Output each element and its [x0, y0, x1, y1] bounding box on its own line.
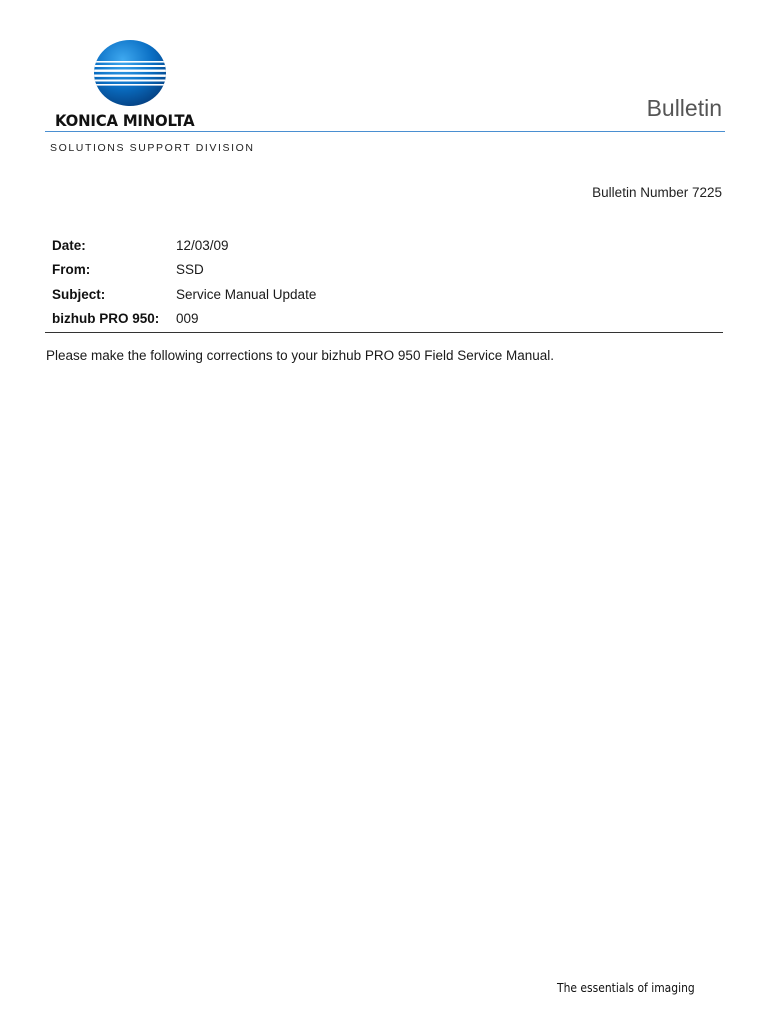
meta-value: 009: [176, 311, 199, 327]
meta-label: Date:: [52, 237, 86, 253]
intro-paragraph: Please make the following corrections to your bizhub PRO 950 Field Service Manual.: [46, 348, 555, 363]
meta-value: Service Manual Update: [176, 286, 317, 302]
meta-value: 12/03/09: [176, 237, 229, 253]
division-name: SOLUTIONS SUPPORT DIVISION: [50, 142, 255, 154]
body-divider: [45, 332, 723, 333]
bulletin-number: Bulletin Number 7225: [592, 185, 722, 200]
bulletin-meta-table: [52, 233, 316, 331]
header-divider: [45, 131, 725, 132]
meta-label: From:: [52, 262, 91, 278]
document-title: Bulletin: [646, 95, 722, 121]
brand-logo-text: KONICA MINOLTA: [55, 111, 195, 130]
brand-tagline: The essentials of imaging: [557, 980, 695, 995]
meta-row-subject: [52, 282, 316, 307]
meta-row-product: [52, 307, 316, 332]
meta-row-date: [52, 233, 316, 258]
meta-row-from: [52, 258, 316, 283]
meta-label: bizhub PRO 950:: [52, 311, 160, 327]
meta-value: SSD: [176, 262, 204, 278]
konica-minolta-globe-icon: [94, 40, 166, 106]
meta-label: Subject:: [52, 286, 106, 302]
